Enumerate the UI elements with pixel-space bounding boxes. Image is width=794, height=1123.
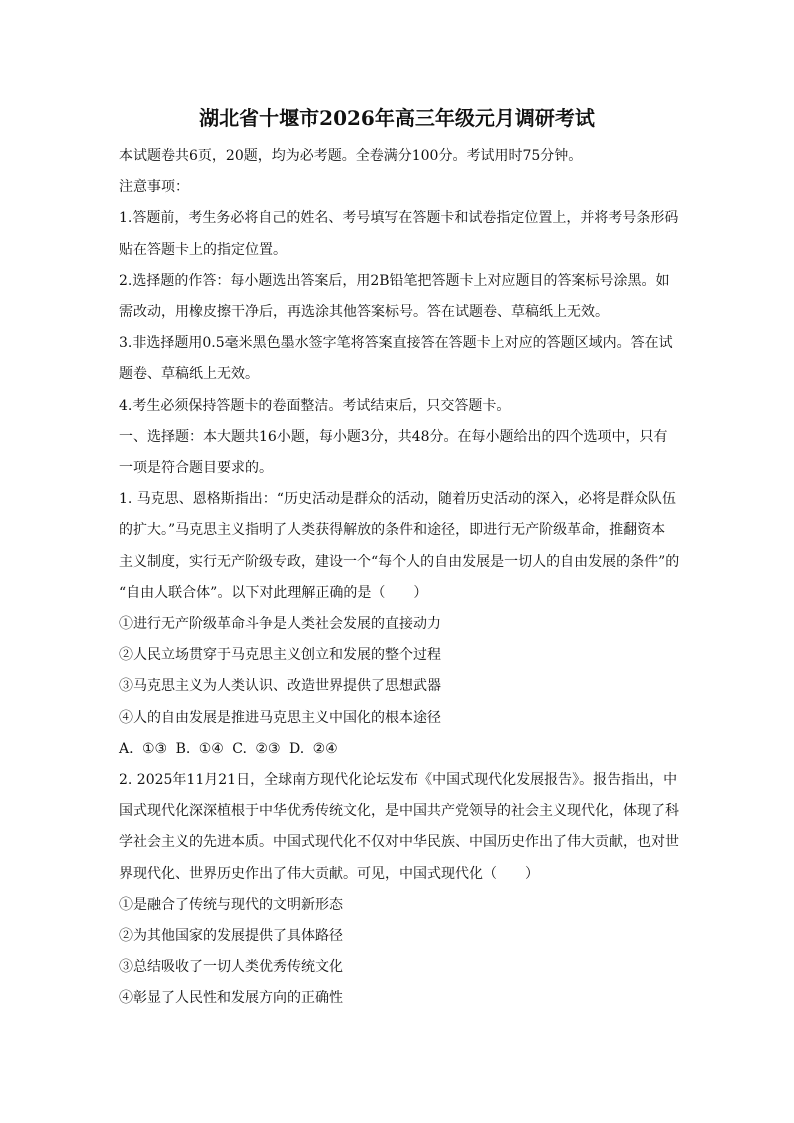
question-2-stem-line-4: 界现代化、世界历史作出了伟大贡献。可见，中国式现代化（ ） [119, 865, 539, 882]
exam-title: 湖北省十堰市2026年高三年级元月调研考试 [199, 106, 595, 130]
section-heading-line-1: 一、选择题：本大题共16小题，每小题3分，共48分。在每小题给出的四个选项中，只有 [119, 428, 668, 445]
question-1-stem-line-1: 1. 马克思、恩格斯指出：“历史活动是群众的活动，随着历史活动的深入，必将是群众队伍 [119, 491, 676, 508]
question-2-stem-line-3: 学社会主义的先进本质。中国式现代化不仅对中华民族、中国历史作出了伟大贡献，也对世 [119, 834, 679, 851]
question-1-stem-line-3: 主义制度，实行无产阶级专政，建设一个“每个人的自由发展是一切人的自由发展的条件”的 [119, 553, 680, 570]
section-heading-line-2: 一项是符合题目要求的。 [119, 460, 273, 477]
question-1-stem-line-4: “自由人联合体”。以下对此理解正确的是（ ） [119, 584, 428, 601]
question-2-stem-line-1: 2. 2025年11月21日，全球南方现代化论坛发布《中国式现代化发展报告》。报告指出，中 [119, 772, 678, 789]
question-1-statement-3: ③马克思主义为人类认识、改造世界提供了思想武器 [119, 678, 441, 695]
notice-item-3-line-2: 题卷、草稿纸上无效。 [119, 366, 259, 383]
notice-item-2-line-2: 需改动，用橡皮擦干净后，再选涂其他答案标号。答在试题卷、草稿纸上无效。 [119, 304, 609, 321]
notice-heading: 注意事项： [119, 179, 189, 196]
notice-item-1-line-2: 贴在答题卡上的指定位置。 [119, 241, 287, 258]
exam-info-line: 本试题卷共6页，20题，均为必考题。全卷满分100分。考试用时75分钟。 [119, 148, 583, 164]
question-2-statement-1: ①是融合了传统与现代的文明新形态 [119, 896, 343, 913]
notice-item-4: 4.考生必须保持答题卡的卷面整洁。考试结束后，只交答题卡。 [119, 397, 511, 414]
exam-body [119, 141, 679, 1015]
question-2-statement-3: ③总结吸收了一切人类优秀传统文化 [119, 959, 343, 976]
notice-item-3-line-1: 3.非选择题用0.5毫米黑色墨水签字笔将答案直接答在答题卡上对应的答题区域内。答在试 [119, 335, 673, 352]
question-1-statement-4: ④人的自由发展是推进马克思主义中国化的根本途径 [119, 709, 441, 726]
question-1-options: A. ①③ B. ①④ C. ②③ D. ②④ [119, 740, 338, 757]
notice-item-2-line-1: 2.选择题的作答：每小题选出答案后，用2B铅笔把答题卡上对应题目的答案标号涂黑。如 [119, 272, 670, 289]
notice-item-1-line-1: 1.答题前，考生务必将自己的姓名、考号填写在答题卡和试卷指定位置上，并将考号条形码 [119, 210, 679, 227]
question-1-statement-2: ②人民立场贯穿于马克思主义创立和发展的整个过程 [119, 647, 441, 664]
question-2-stem-line-2: 国式现代化深深植根于中华优秀传统文化，是中国共产党领导的社会主义现代化，体现了科 [119, 803, 679, 820]
question-1-statement-1: ①进行无产阶级革命斗争是人类社会发展的直接动力 [119, 616, 441, 633]
question-2-statement-4: ④彰显了人民性和发展方向的正确性 [119, 990, 343, 1007]
question-2-statement-2: ②为其他国家的发展提供了具体路径 [119, 928, 343, 945]
question-1-stem-line-2: 的扩大。”马克思主义指明了人类获得解放的条件和途径，即进行无产阶级革命，推翻资本 [119, 522, 666, 539]
